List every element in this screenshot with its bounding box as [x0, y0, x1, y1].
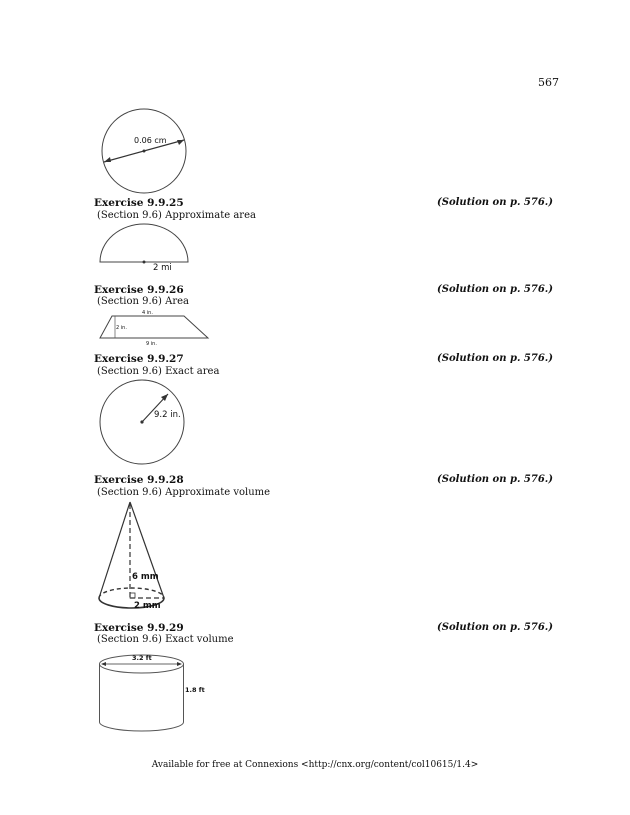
- cone-height-label: 6 mm: [132, 572, 159, 582]
- bottom-length-label: 9 in.: [146, 341, 157, 347]
- diameter-label: 0.06 cm: [134, 136, 167, 145]
- solution-link[interactable]: (Solution on p. 576.): [437, 284, 553, 295]
- diameter-label: 3.2 ft: [132, 654, 152, 662]
- solution-link[interactable]: (Solution on p. 576.): [437, 353, 553, 364]
- radius-label: 2 mi: [153, 263, 172, 273]
- solution-link[interactable]: (Solution on p. 576.): [437, 474, 553, 485]
- trapezoid-figure: [98, 308, 218, 348]
- footer-note: Available for free at Connexions <http://cnx.org/content/col10615/1.4>: [151, 760, 479, 770]
- cone-figure: [96, 500, 186, 615]
- circle-diameter-figure: [96, 110, 196, 190]
- semicircle-figure: [98, 222, 208, 274]
- exercise-subtitle: (Section 9.6) Exact volume: [97, 634, 234, 645]
- solution-link[interactable]: (Solution on p. 576.): [437, 622, 553, 633]
- cylinder-figure: [98, 648, 210, 740]
- radius-label: 9.2 in.: [154, 410, 181, 420]
- exercise-subtitle: (Section 9.6) Exact area: [97, 366, 220, 377]
- top-length-label: 4 in.: [142, 310, 153, 316]
- height-label: 2 in.: [116, 325, 127, 331]
- exercise-subtitle: (Section 9.6) Approximate volume: [97, 487, 271, 498]
- height-label: 1.8 ft: [185, 686, 205, 694]
- exercise-title: Exercise 9.9.25: [94, 197, 184, 209]
- exercise-title: Exercise 9.9.27: [94, 353, 184, 365]
- circle-radius-figure: [96, 380, 196, 470]
- page-number: 567: [538, 76, 559, 89]
- exercise-title: Exercise 9.9.28: [94, 474, 184, 486]
- exercise-title: Exercise 9.9.29: [94, 622, 184, 634]
- exercise-subtitle: (Section 9.6) Area: [97, 296, 189, 307]
- exercise-subtitle: (Section 9.6) Approximate area: [97, 210, 256, 221]
- solution-link[interactable]: (Solution on p. 576.): [437, 197, 553, 208]
- cone-radius-label: 2 mm: [134, 601, 161, 611]
- exercise-title: Exercise 9.9.26: [94, 284, 184, 296]
